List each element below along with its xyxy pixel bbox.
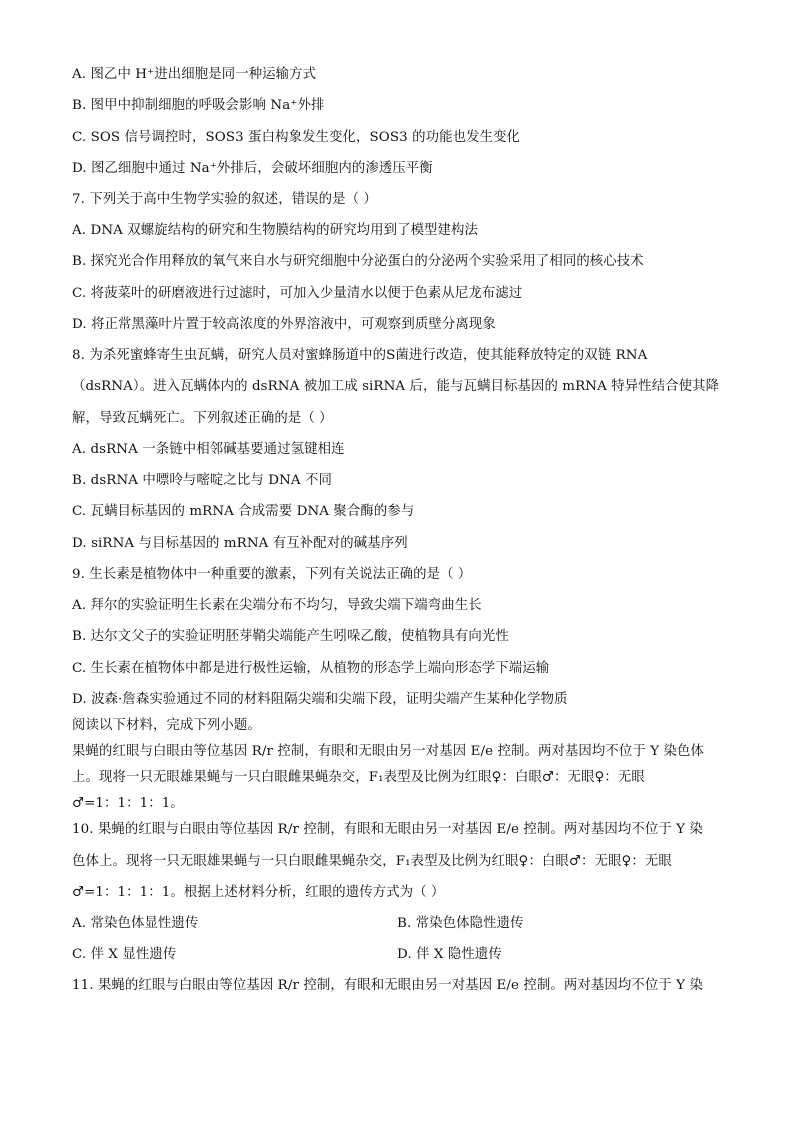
q9-option-b: B. 达尔文父子的实验证明胚芽鞘尖端能产生吲哚乙酸，使植物具有向光性 [72, 629, 509, 644]
q8-option-b: B. dsRNA 中嘌呤与嘧啶之比与 DNA 不同 [72, 473, 332, 488]
q9-option-a: A. 拜尔的实验证明生长素在尖端分布不均匀，导致尖端下端弯曲生长 [72, 598, 482, 613]
q10-option-b: B. 常染色体隐性遗传 [397, 916, 524, 931]
q10-stem-line-2: 色体上。现将一只无眼雄果蝇与一只白眼雌果蝇杂交，F₁表型及比例为红眼♀：白眼♂：无眼♀：无眼 [72, 854, 672, 869]
q10-option-a: A. 常染色体显性遗传 [72, 916, 199, 931]
material-intro: 阅读以下材料，完成下列小题。 [72, 718, 261, 733]
q6-option-a: A. 图乙中 H⁺进出细胞是同一种运输方式 [72, 67, 317, 82]
material-line-2: 上。现将一只无眼雄果蝇与一只白眼雌果蝇杂交，F₁表型及比例为红眼♀：白眼♂：无眼♀：无眼 [72, 770, 645, 785]
material-line-1: 果蝇的红眼与白眼由等位基因 R/r 控制，有眼和无眼由另一对基因 E/e 控制。两对基因均不位于 Y 染色体 [72, 744, 704, 759]
q7-stem: 7. 下列关于高中生物学实验的叙述，错误的是（ ） [72, 192, 377, 207]
q9-option-d: D. 波森·詹森实验通过不同的材料阻隔尖端和尖端下段，证明尖端产生某种化学物质 [72, 692, 568, 707]
q7-option-c: C. 将菠菜叶的研磨液进行过滤时，可加入少量清水以便于色素从尼龙布滤过 [72, 286, 523, 301]
material-line-3: ♂=1：1：1：1。 [72, 796, 184, 811]
q9-stem: 9. 生长素是植物体中一种重要的激素，下列有关说法正确的是（ ） [72, 567, 472, 582]
q10-option-d: D. 伴 X 隐性遗传 [397, 947, 502, 962]
q6-option-b: B. 图甲中抑制细胞的呼吸会影响 Na⁺外排 [72, 98, 325, 113]
q6-option-c: C. SOS 信号调控时，SOS3 蛋白构象发生变化，SOS3 的功能也发生变化 [72, 130, 521, 145]
q10-stem-line-1: 10. 果蝇的红眼与白眼由等位基因 R/r 控制，有眼和无眼由另一对基因 E/e 控制。两对基因均不位于 Y 染 [72, 822, 703, 837]
q8-stem-line-1: 8. 为杀死蜜蜂寄生虫瓦螨，研究人员对蜜蜂肠道中的S菌进行改造，使其能释放特定的双链 RNA [72, 348, 648, 363]
q8-stem-line-2: （dsRNA）。进入瓦螨体内的 dsRNA 被加工成 siRNA 后，能与瓦螨目标基因的 mRNA 特异性结合使其降 [72, 379, 720, 394]
q7-option-d: D. 将正常黑藻叶片置于较高浓度的外界溶液中，可观察到质壁分离现象 [72, 317, 496, 332]
q9-option-c: C. 生长素在植物体中都是进行极性运输，从植物的形态学上端向形态学下端运输 [72, 661, 550, 676]
q7-option-b: B. 探究光合作用释放的氧气来自水与研究细胞中分泌蛋白的分泌两个实验采用了相同的核心技术 [72, 254, 644, 269]
q10-stem-line-3: ♂=1：1：1：1。根据上述材料分析，红眼的遗传方式为（ ） [72, 885, 445, 900]
q7-option-a: A. DNA 双螺旋结构的研究和生物膜结构的研究均用到了模型建构法 [72, 223, 479, 238]
q8-option-a: A. dsRNA 一条链中相邻碱基要通过氢键相连 [72, 442, 345, 457]
q6-option-d: D. 图乙细胞中通过 Na⁺外排后，会破坏细胞内的渗透压平衡 [72, 161, 433, 176]
q11-stem-line-1: 11. 果蝇的红眼与白眼由等位基因 R/r 控制，有眼和无眼由另一对基因 E/e 控制。两对基因均不位于 Y 染 [72, 978, 703, 993]
q8-option-c: C. 瓦螨目标基因的 mRNA 合成需要 DNA 聚合酶的参与 [72, 504, 415, 519]
q10-option-c: C. 伴 X 显性遗传 [72, 947, 177, 962]
q8-stem-line-3: 解，导致瓦螨死亡。下列叙述正确的是（ ） [72, 411, 333, 426]
q8-option-d: D. siRNA 与目标基因的 mRNA 有互补配对的碱基序列 [72, 536, 408, 551]
